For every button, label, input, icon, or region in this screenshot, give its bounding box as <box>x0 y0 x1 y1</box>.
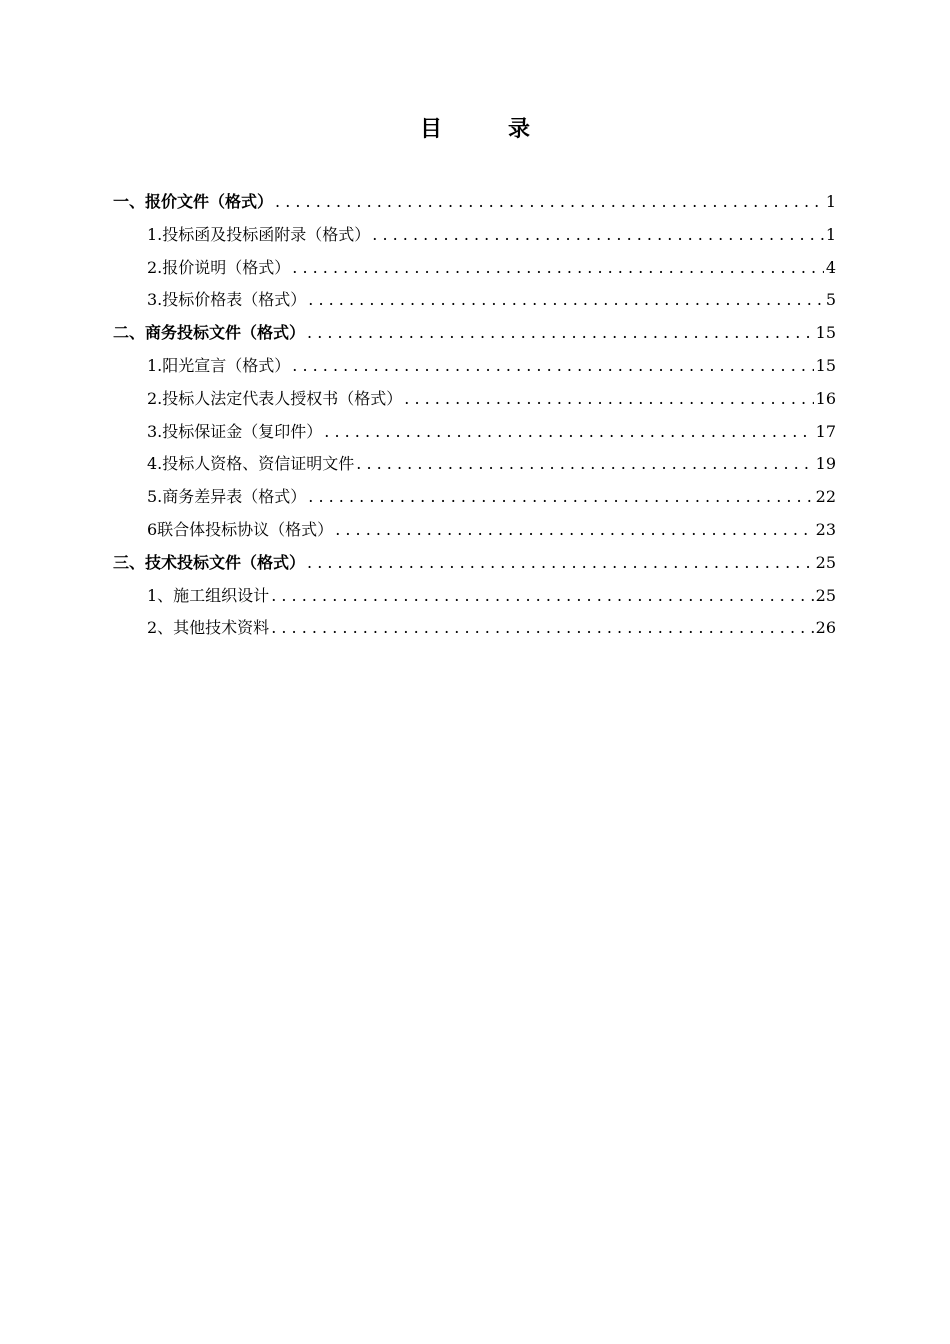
toc-leader-dots <box>404 383 813 416</box>
toc-entry[interactable] <box>113 448 836 481</box>
toc-leader-dots <box>307 547 814 580</box>
toc-entry-page: 5 <box>825 290 836 310</box>
toc-entry-page: 4 <box>825 257 836 277</box>
toc-entry-label: 5.商务差异表（格式） <box>147 487 307 507</box>
toc-entry[interactable] <box>113 219 836 252</box>
toc-entry[interactable] <box>113 481 836 514</box>
toc-entry-page: 19 <box>815 454 836 474</box>
toc-entry[interactable] <box>113 612 836 645</box>
toc-entry-page: 26 <box>815 618 836 638</box>
toc-entry[interactable] <box>113 186 836 219</box>
toc-entry-page: 15 <box>815 355 836 375</box>
toc-entry-label: 6联合体投标协议（格式） <box>147 519 334 539</box>
toc-entry-label: 1.投标函及投标函附录（格式） <box>147 224 371 244</box>
toc-entry-label: 2.投标人法定代表人授权书（格式） <box>147 388 403 408</box>
toc-entry-label: 2、其他技术资料 <box>147 618 270 638</box>
toc-entry-page: 23 <box>815 519 836 539</box>
toc-entry[interactable] <box>113 350 836 383</box>
toc-entry-label: 一、报价文件（格式） <box>113 192 274 211</box>
toc-entry-page: 16 <box>815 388 836 408</box>
toc-entry-page: 15 <box>815 323 836 343</box>
toc-entry-page: 25 <box>815 552 836 572</box>
toc-leader-dots <box>324 416 813 449</box>
toc-entry-label: 1、施工组织设计 <box>147 585 270 605</box>
toc-leader-dots <box>308 481 813 514</box>
toc-entry[interactable] <box>113 317 836 350</box>
toc-list <box>113 186 836 645</box>
toc-entry-page: 25 <box>815 585 836 605</box>
toc-entry[interactable] <box>113 547 836 580</box>
toc-leader-dots <box>307 317 814 350</box>
toc-entry[interactable] <box>113 580 836 613</box>
toc-entry[interactable] <box>113 514 836 547</box>
toc-leader-dots <box>335 514 813 547</box>
toc-leader-dots <box>275 186 824 219</box>
toc-leader-dots <box>271 612 813 645</box>
toc-entry[interactable] <box>113 416 836 449</box>
toc-entry[interactable] <box>113 252 836 285</box>
toc-entry-label: 1.阳光宣言（格式） <box>147 355 291 375</box>
toc-entry[interactable] <box>113 284 836 317</box>
toc-entry-label: 3.投标价格表（格式） <box>147 290 307 310</box>
toc-entry-page: 1 <box>825 192 836 211</box>
toc-leader-dots <box>271 580 813 613</box>
toc-leader-dots <box>356 448 813 481</box>
toc-leader-dots <box>292 252 824 285</box>
toc-entry-page: 1 <box>825 224 836 244</box>
toc-entry-label: 2.报价说明（格式） <box>147 257 291 277</box>
toc-leader-dots <box>308 284 824 317</box>
toc-entry-page: 22 <box>815 487 836 507</box>
toc-leader-dots <box>292 350 813 383</box>
toc-entry-label: 4.投标人资格、资信证明文件 <box>147 454 355 474</box>
toc-entry-label: 3.投标保证金（复印件） <box>147 421 323 441</box>
toc-leader-dots <box>372 219 824 252</box>
toc-entry-page: 17 <box>815 421 836 441</box>
toc-title: 目 录 <box>419 116 552 142</box>
toc-entry-label: 三、技术投标文件（格式） <box>113 552 306 572</box>
toc-entry-label: 二、商务投标文件（格式） <box>113 323 306 343</box>
toc-entry[interactable] <box>113 383 836 416</box>
